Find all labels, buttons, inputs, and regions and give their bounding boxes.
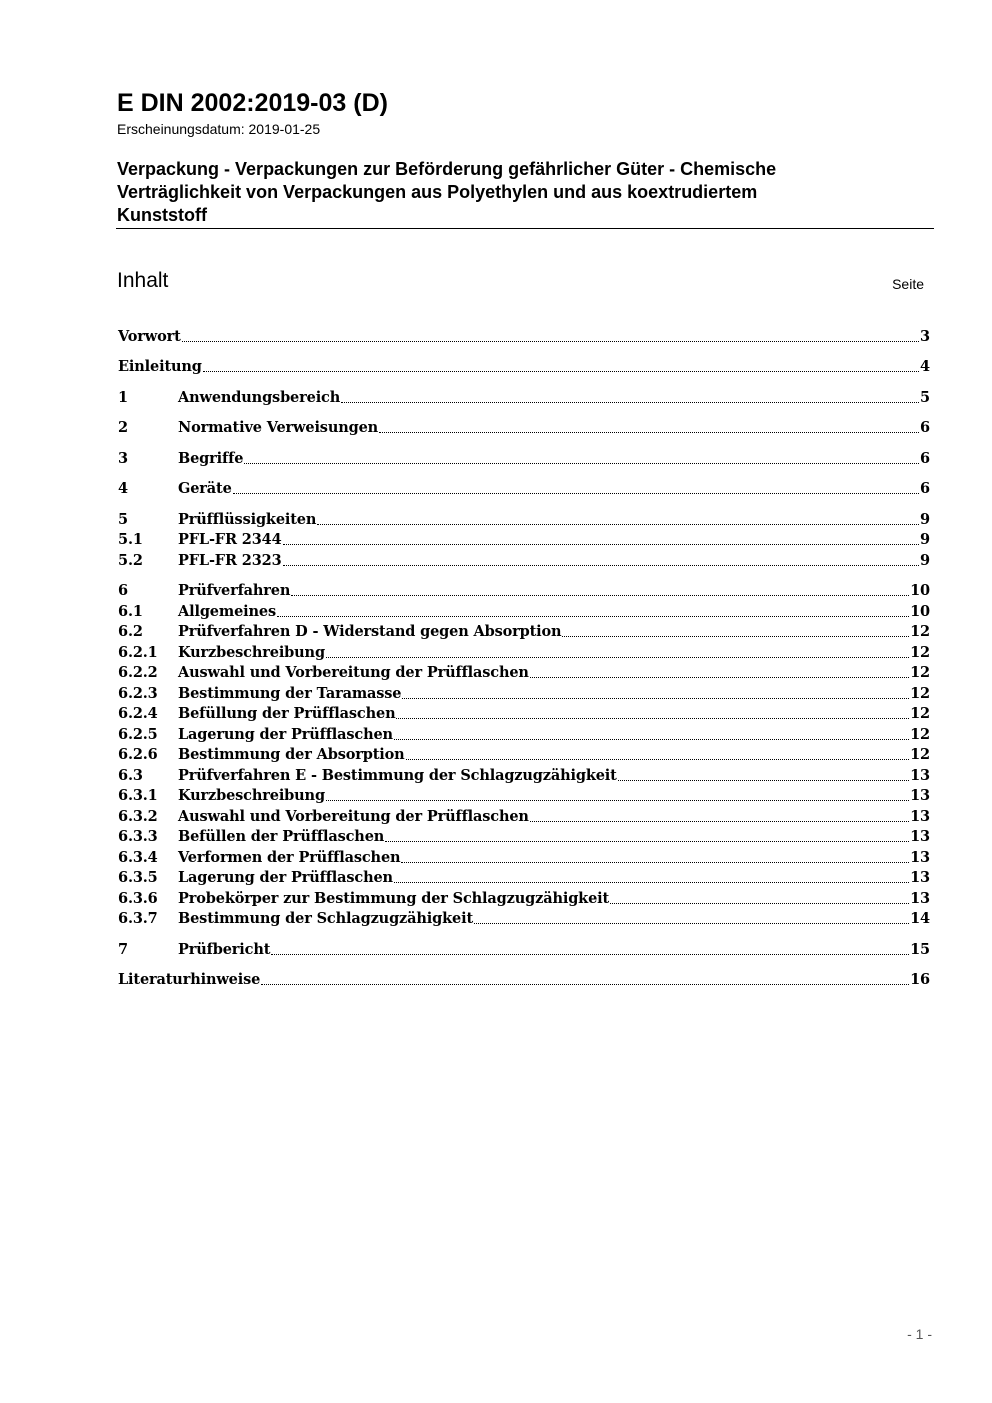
toc-dot-leader [396, 718, 909, 719]
toc-dot-leader [385, 841, 909, 842]
toc-entry[interactable] [118, 507, 930, 528]
toc-entry-title: Prüfflüssigkeiten [178, 510, 317, 528]
toc-entry-number: 6.3.2 [118, 807, 158, 825]
toc-entry-number: 6.3.1 [118, 787, 158, 804]
toc-entry-number: 5.1 [118, 531, 143, 548]
toc-entry-title: Begriffe [178, 449, 244, 467]
toc-entry-page: 6 [920, 480, 930, 497]
toc-entry-number: 6.2.5 [118, 725, 158, 743]
toc-entry-page: 15 [910, 940, 930, 958]
toc-entry[interactable] [118, 548, 930, 569]
page-number: - 1 - [907, 1326, 932, 1342]
toc-entry[interactable] [118, 845, 930, 866]
toc-entry-title: Prüfverfahren D - Widerstand gegen Absorption [178, 623, 562, 640]
toc-entry-page: 13 [910, 787, 930, 804]
toc-entry-page: 6 [920, 449, 930, 467]
toc-entry-number: 6.2.4 [118, 705, 158, 722]
toc-entry[interactable] [118, 661, 930, 682]
toc-entry-page: 12 [910, 725, 930, 743]
toc-entry-page: 12 [910, 664, 930, 681]
table-of-contents [118, 324, 930, 988]
toc-entry-page: 10 [910, 582, 930, 599]
toc-entry[interactable] [118, 528, 930, 549]
publication-date: Erscheinungsdatum: 2019-01-25 [117, 121, 321, 137]
toc-entry-number: 3 [118, 449, 128, 467]
toc-entry-title: Prüfbericht [178, 940, 271, 958]
toc-entry[interactable] [118, 804, 930, 825]
toc-entry-page: 9 [920, 510, 930, 528]
toc-entry[interactable] [118, 886, 930, 907]
toc-entry[interactable] [118, 722, 930, 743]
toc-dot-leader [326, 800, 909, 801]
document-id: E DIN 2002:2019-03 (D) [117, 89, 388, 117]
toc-heading: Inhalt [117, 269, 169, 292]
toc-entry-number: 6 [118, 582, 128, 599]
toc-entry-number: 6.2.1 [118, 643, 158, 661]
toc-dot-leader [244, 463, 919, 464]
toc-dot-leader [394, 882, 909, 883]
toc-dot-leader [326, 657, 909, 658]
toc-dot-leader [530, 821, 909, 822]
toc-entry[interactable] [118, 385, 930, 406]
toc-entry-number: 6.2.6 [118, 746, 158, 763]
toc-entry[interactable] [118, 702, 930, 723]
document-title [117, 158, 917, 227]
toc-entry[interactable] [118, 599, 930, 620]
toc-entry-number: 6.2 [118, 623, 143, 640]
toc-entry-page: 12 [910, 643, 930, 661]
toc-entry-title: PFL-FR 2323 [178, 551, 282, 569]
document-title-line: Kunststoff [117, 205, 207, 225]
toc-dot-leader [233, 493, 919, 494]
toc-entry-page: 13 [910, 869, 930, 886]
toc-entry-page: 4 [920, 358, 930, 375]
toc-dot-leader [610, 903, 909, 904]
toc-entry[interactable] [118, 825, 930, 846]
toc-entry-title: Verformen der Prüfflaschen [178, 848, 401, 866]
toc-dot-leader [401, 862, 909, 863]
toc-entry[interactable] [118, 907, 930, 928]
toc-entry-number: 6.2.3 [118, 684, 158, 702]
toc-entry-page: 10 [910, 602, 930, 620]
toc-entry-page: 9 [920, 531, 930, 548]
toc-entry-page: 13 [910, 848, 930, 866]
toc-dot-leader [283, 544, 920, 545]
document-title-line: Verträglichkeit von Verpackungen aus Polyethylen und aus koextrudiertem [117, 182, 758, 202]
title-divider [116, 228, 934, 229]
toc-entry-page: 5 [920, 388, 930, 406]
toc-entry[interactable] [118, 763, 930, 784]
toc-entry-number: 2 [118, 419, 128, 436]
toc-entry[interactable] [118, 579, 930, 600]
toc-entry-number: 4 [118, 480, 128, 497]
toc-entry-title: Auswahl und Vorbereitung der Prüfflaschen [178, 664, 529, 681]
toc-dot-leader [271, 954, 909, 955]
toc-entry-title: Literaturhinweise [118, 971, 261, 988]
toc-entry-title: Bestimmung der Taramasse [178, 684, 402, 702]
toc-entry[interactable] [118, 937, 930, 958]
toc-entry-page: 12 [910, 746, 930, 763]
toc-entry-page: 6 [920, 419, 930, 436]
toc-dot-leader [406, 759, 910, 760]
toc-entry-page: 12 [910, 623, 930, 640]
toc-entry-number: 1 [118, 388, 128, 406]
toc-dot-leader [317, 524, 919, 525]
toc-entry-title: Einleitung [118, 358, 202, 375]
toc-entry-title: Normative Verweisungen [178, 419, 379, 436]
toc-entry-number: 6.3.4 [118, 848, 158, 866]
toc-dot-leader [474, 923, 909, 924]
toc-entry-title: Probekörper zur Bestimmung der Schlagzugzähigkeit [178, 889, 610, 907]
toc-entry-title: Kurzbeschreibung [178, 643, 325, 661]
toc-dot-leader [562, 636, 909, 637]
toc-entry-page: 14 [910, 910, 930, 927]
toc-entry[interactable] [118, 866, 930, 887]
toc-entry-page: 12 [910, 705, 930, 722]
toc-entry-page: 12 [910, 684, 930, 702]
toc-entry-title: Vorwort [118, 327, 181, 345]
toc-entry-title: Bestimmung der Schlagzugzähigkeit [178, 910, 474, 927]
toc-entry[interactable] [118, 446, 930, 467]
toc-entry-title: PFL-FR 2344 [178, 531, 282, 548]
toc-entry-page: 16 [910, 971, 930, 988]
toc-entry-number: 6.3.3 [118, 828, 158, 845]
toc-entry-title: Prüfverfahren [178, 582, 291, 599]
toc-entry[interactable] [118, 477, 930, 498]
toc-dot-leader [379, 432, 919, 433]
toc-entry[interactable] [118, 324, 930, 345]
toc-entry[interactable] [118, 784, 930, 805]
toc-entry[interactable] [118, 620, 930, 641]
toc-page-column-label: Seite [892, 276, 924, 292]
toc-dot-leader [530, 677, 909, 678]
toc-entry-title: Allgemeines [178, 602, 276, 620]
toc-dot-leader [291, 595, 909, 596]
toc-dot-leader [203, 371, 919, 372]
toc-entry[interactable] [118, 416, 930, 437]
toc-dot-leader [402, 698, 909, 699]
toc-entry-number: 6.3 [118, 766, 143, 784]
toc-entry-title: Anwendungsbereich [178, 388, 341, 406]
toc-entry-number: 5.2 [118, 551, 143, 569]
toc-entry-number: 6.3.5 [118, 869, 158, 886]
toc-entry-page: 13 [910, 889, 930, 907]
toc-entry-title: Prüfverfahren E - Bestimmung der Schlagzugzähigkeit [178, 766, 617, 784]
toc-entry-number: 5 [118, 510, 128, 528]
toc-entry-title: Kurzbeschreibung [178, 787, 325, 804]
toc-entry[interactable] [118, 681, 930, 702]
toc-entry-title: Befüllung der Prüfflaschen [178, 705, 396, 722]
toc-entry-number: 6.3.7 [118, 910, 158, 927]
toc-dot-leader [277, 616, 909, 617]
toc-dot-leader [182, 341, 919, 342]
toc-dot-leader [261, 984, 909, 985]
toc-entry-page: 13 [910, 766, 930, 784]
toc-entry-number: 6.3.6 [118, 889, 158, 907]
toc-entry-title: Geräte [178, 480, 232, 497]
toc-entry[interactable] [118, 355, 930, 376]
toc-entry-number: 7 [118, 940, 128, 958]
toc-entry-page: 13 [910, 828, 930, 845]
toc-entry-number: 6.1 [118, 602, 143, 620]
toc-entry[interactable] [118, 968, 930, 989]
toc-dot-leader [283, 565, 920, 566]
document-title-line: Verpackung - Verpackungen zur Beförderung gefährlicher Güter - Chemische [117, 159, 777, 179]
toc-entry-number: 6.2.2 [118, 664, 158, 681]
toc-entry-title: Lagerung der Prüfflaschen [178, 725, 393, 743]
toc-entry[interactable] [118, 743, 930, 764]
toc-entry-page: 3 [920, 327, 930, 345]
toc-dot-leader [394, 739, 909, 740]
toc-entry-title: Auswahl und Vorbereitung der Prüfflaschen [178, 807, 529, 825]
toc-dot-leader [618, 780, 909, 781]
toc-entry[interactable] [118, 640, 930, 661]
toc-entry-page: 9 [920, 551, 930, 569]
toc-entry-title: Befüllen der Prüfflaschen [178, 828, 385, 845]
toc-entry-title: Bestimmung der Absorption [178, 746, 405, 763]
toc-entry-title: Lagerung der Prüfflaschen [178, 869, 393, 886]
toc-dot-leader [341, 402, 919, 403]
toc-entry-page: 13 [910, 807, 930, 825]
